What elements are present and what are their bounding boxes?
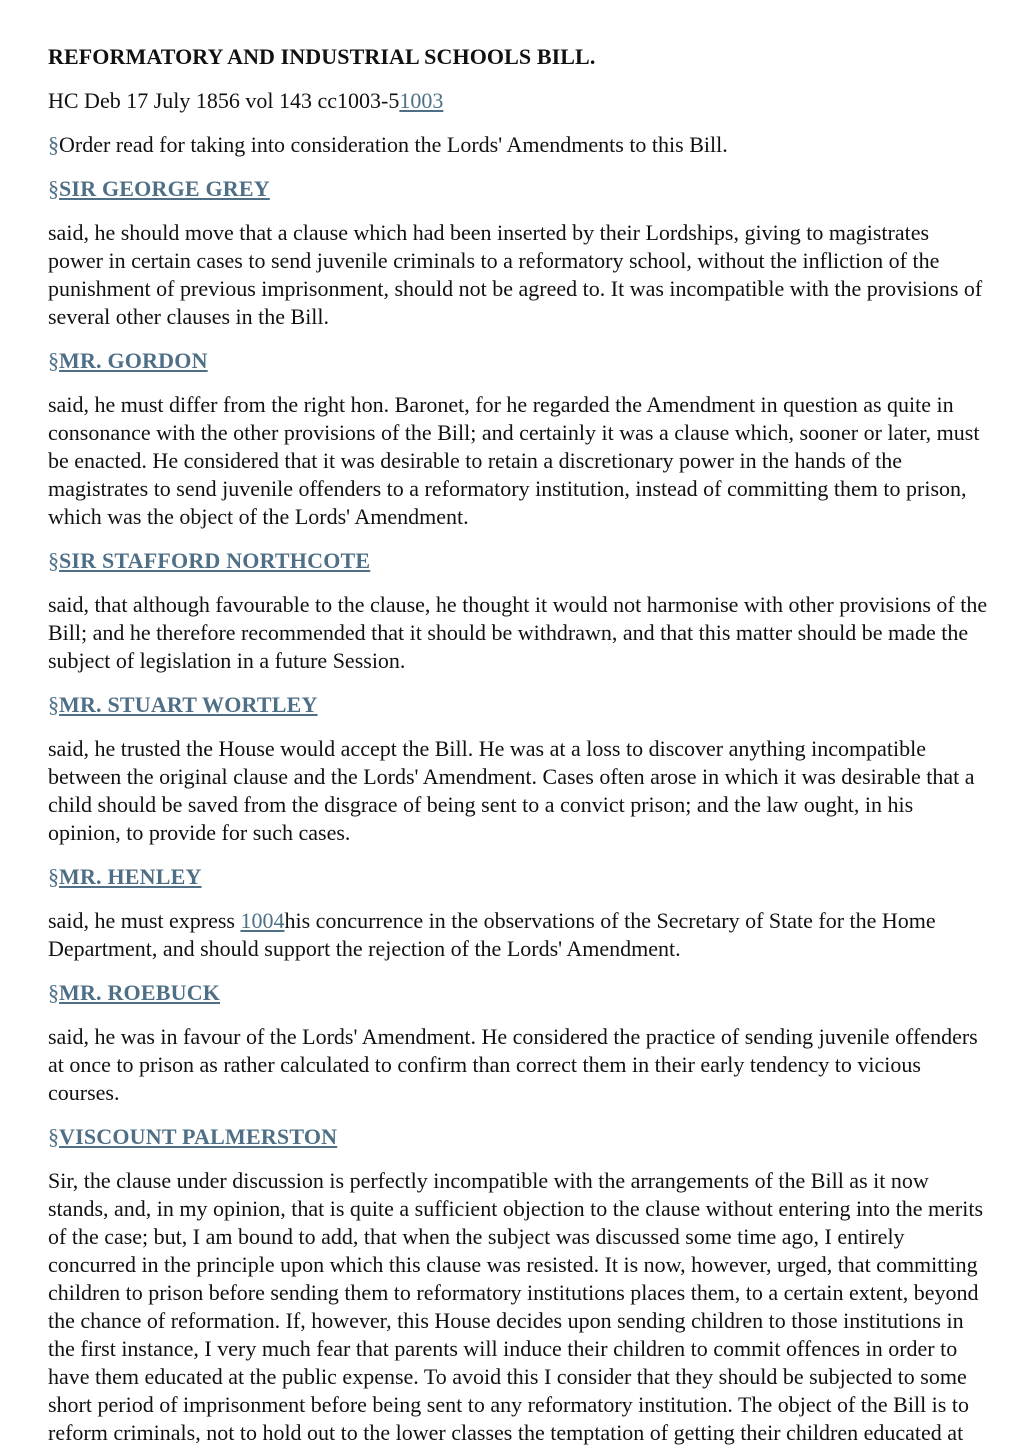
section-mark-icon: § [48, 132, 59, 157]
column-link-1003[interactable]: 1003 [399, 88, 444, 113]
speaker-heading [48, 863, 988, 891]
section-mark-icon: § [48, 176, 59, 201]
speaker-heading [48, 347, 988, 375]
intro-text: Order read for taking into consideration the Lords' Amendments to this Bill. [59, 132, 728, 157]
speech-text-before: said, he must express [48, 908, 241, 933]
speaker-heading [48, 547, 988, 575]
speaker-link[interactable]: SIR GEORGE GREY [59, 176, 270, 201]
speaker-link[interactable]: MR. STUART WORTLEY [59, 692, 318, 717]
citation-text: HC Deb 17 July 1856 vol 143 cc1003-5 [48, 88, 400, 113]
speaker-link[interactable]: MR. GORDON [59, 348, 208, 373]
speech-text-after: his concurrence in the observations of the Secretary of State for the Home Department, and should support the rejection of the Lords' Amendment. [48, 908, 936, 961]
section-mark-icon: § [48, 692, 59, 717]
speech-text [48, 907, 988, 963]
page-title: REFORMATORY AND INDUSTRIAL SCHOOLS BILL. [48, 44, 596, 69]
speaker-heading [48, 979, 988, 1007]
section-mark-icon: § [48, 980, 59, 1005]
speech-text: said, he should move that a clause which had been inserted by their Lordships, giving to magistrates power in certain cases to send juvenile criminals to a reformatory school, without the infliction of the punishment of previous imprisonment, should not be agreed to. It was incompatible with the provisions of several other clauses in the Bill. [48, 220, 983, 329]
speaker-link[interactable]: MR. ROEBUCK [59, 980, 221, 1005]
column-link-1004[interactable]: 1004 [240, 908, 285, 933]
speech-text: said, that although favourable to the clause, he thought it would not harmonise with other provisions of the Bill; and he therefore recommended that it should be withdrawn, and that this matter should be made the subject of legislation in a future Session. [48, 592, 988, 673]
speaker-link[interactable]: SIR STAFFORD NORTHCOTE [59, 548, 371, 573]
intro-paragraph [48, 131, 988, 159]
speech-text: said, he was in favour of the Lords' Amendment. He considered the practice of sending juvenile offenders at once to prison as rather calculated to confirm than correct them in their early tendency to vicious courses. [48, 1024, 978, 1105]
citation [48, 87, 443, 115]
speaker-heading [48, 175, 988, 203]
section-mark-icon: § [48, 1124, 59, 1149]
section-mark-icon: § [48, 348, 59, 373]
speech-text: Sir, the clause under discussion is perfectly incompatible with the arrangements of the Bill as it now stands, and, in my opinion, that is quite a sufficient objection to the clause without entering into the merits of the case; but, I am bound to add, that when the subject was discussed some time ago, I entirely concurred in the principle upon which this clause was resisted. It is now, however, urged, that committing children to prison before sending them to reformatory institutions places them, to a certain extent, beyond the chance of reformation. If, however, this House decides upon sending children to those institutions in the first instance, I very much fear that parents will induce their children to commit offences in order to have them educated at the public expense. To avoid this I consider that they should be subjected to some short period of imprisonment before being sent to any reformatory institution. The object of the Bill is to reform criminals, not to hold out to the lower classes the temptation of getting their children educated at [48, 1168, 984, 1445]
speaker-heading [48, 691, 988, 719]
speaker-link[interactable]: VISCOUNT PALMERSTON [59, 1124, 338, 1149]
speech-text: said, he must differ from the right hon. Baronet, for he regarded the Amendment in question as quite in consonance with the other provisions of the Bill; and certainly it was a clause which, sooner or later, must be enacted. He considered that it was desirable to retain a discretionary power in the hands of the magistrates to send juvenile offenders to a reformatory institution, instead of committing them to prison, which was the object of the Lords' Amendment. [48, 392, 980, 529]
speech-text: said, he trusted the House would accept the Bill. He was at a loss to discover anything incompatible between the original clause and the Lords' Amendment. Cases often arose in which it was desirable that a child should be saved from the disgrace of being sent to a convict prison; and the law ought, in his opinion, to provide for such cases. [48, 736, 975, 845]
speaker-heading [48, 1123, 988, 1151]
section-mark-icon: § [48, 548, 59, 573]
speaker-link[interactable]: MR. HENLEY [59, 864, 202, 889]
section-mark-icon: § [48, 864, 59, 889]
